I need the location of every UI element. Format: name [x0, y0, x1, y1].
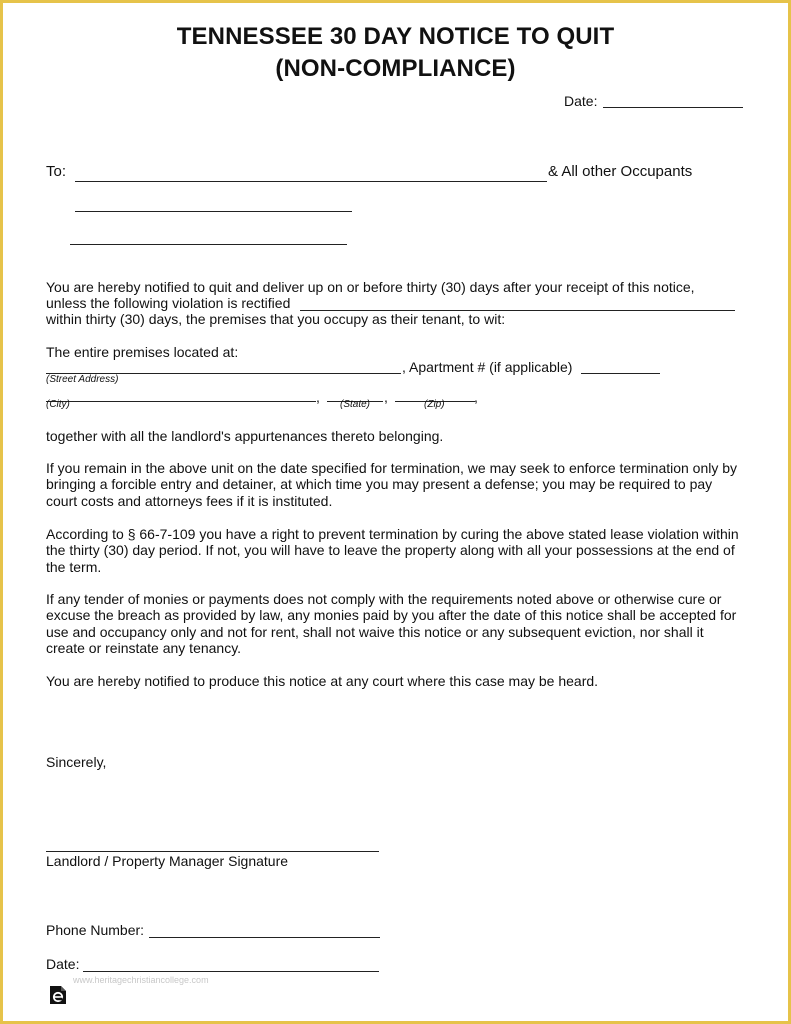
to-name-field[interactable]: [75, 181, 547, 182]
court-notice-text: You are hereby notified to produce this notice at any court where this case may be heard.: [46, 673, 599, 689]
bottom-date-label: Date:: [46, 956, 80, 972]
notice-paragraph-line2: unless the following violation is rectified: [46, 295, 291, 311]
to-address-field-2[interactable]: [70, 244, 347, 245]
comma-2: ,: [384, 389, 388, 405]
comma-1: ,: [316, 389, 320, 405]
street-address-caption: (Street Address): [46, 374, 119, 385]
termination-paragraph: If you remain in the above unit on the date specified for termination, we may seek to enforce termination only by bringing a forcible entry and detainer, at which time you may present a defense; you may be required to pay court costs and attorneys fees if it is instituted.: [46, 460, 738, 509]
tender-paragraph: If any tender of monies or payments does not comply with the requirements noted above or otherwise cure or excuse the breach as provided by law, any monies paid by you after the date of this notice shall be accepted for use and occupancy only and not for rent, shall not waive this notice or any subsequent eviction, nor shall it create or reinstate any tenancy.: [46, 591, 737, 657]
signature-label: Landlord / Property Manager Signature: [46, 853, 289, 869]
city-field[interactable]: [46, 401, 316, 402]
to-address-field-1[interactable]: [75, 211, 352, 212]
notice-paragraph-line3: within thirty (30) days, the premises that you occupy as their tenant, to wit:: [46, 311, 506, 327]
date-label: Date:: [564, 93, 598, 109]
phone-label: Phone Number:: [46, 922, 145, 938]
document-subtitle: (NON-COMPLIANCE): [275, 55, 516, 82]
appurtenances-text: together with all the landlord's appurtenances thereto belonging.: [46, 428, 444, 444]
phone-field[interactable]: [149, 937, 380, 938]
sincerely-text: Sincerely,: [46, 754, 107, 770]
zip-caption: (Zip): [424, 399, 445, 410]
eforms-logo-icon: [48, 985, 68, 1005]
comma-3: ,: [474, 389, 478, 405]
watermark-text: www.heritagechristiancollege.com: [73, 975, 209, 985]
notice-paragraph-line1: You are hereby notified to quit and deliver up on or before thirty (30) days after your receipt of this notice,: [46, 279, 695, 295]
occupants-label: & All other Occupants: [548, 163, 693, 180]
bottom-date-field[interactable]: [83, 971, 379, 972]
cure-paragraph: According to § 66-7-109 you have a right to prevent termination by curing the above stated lease violation within the thirty (30) day period. If not, you will have to leave the property along with all your possessions at the end of the term.: [46, 526, 739, 575]
date-field[interactable]: [603, 107, 743, 108]
document-title: TENNESSEE 30 DAY NOTICE TO QUIT: [176, 23, 615, 50]
apartment-label: , Apartment # (if applicable): [402, 359, 573, 375]
apartment-field[interactable]: [581, 373, 660, 374]
to-label: To:: [46, 163, 67, 180]
city-caption: (City): [46, 399, 70, 410]
state-caption: (State): [340, 399, 371, 410]
signature-field[interactable]: [46, 851, 379, 852]
premises-label: The entire premises located at:: [46, 344, 239, 360]
